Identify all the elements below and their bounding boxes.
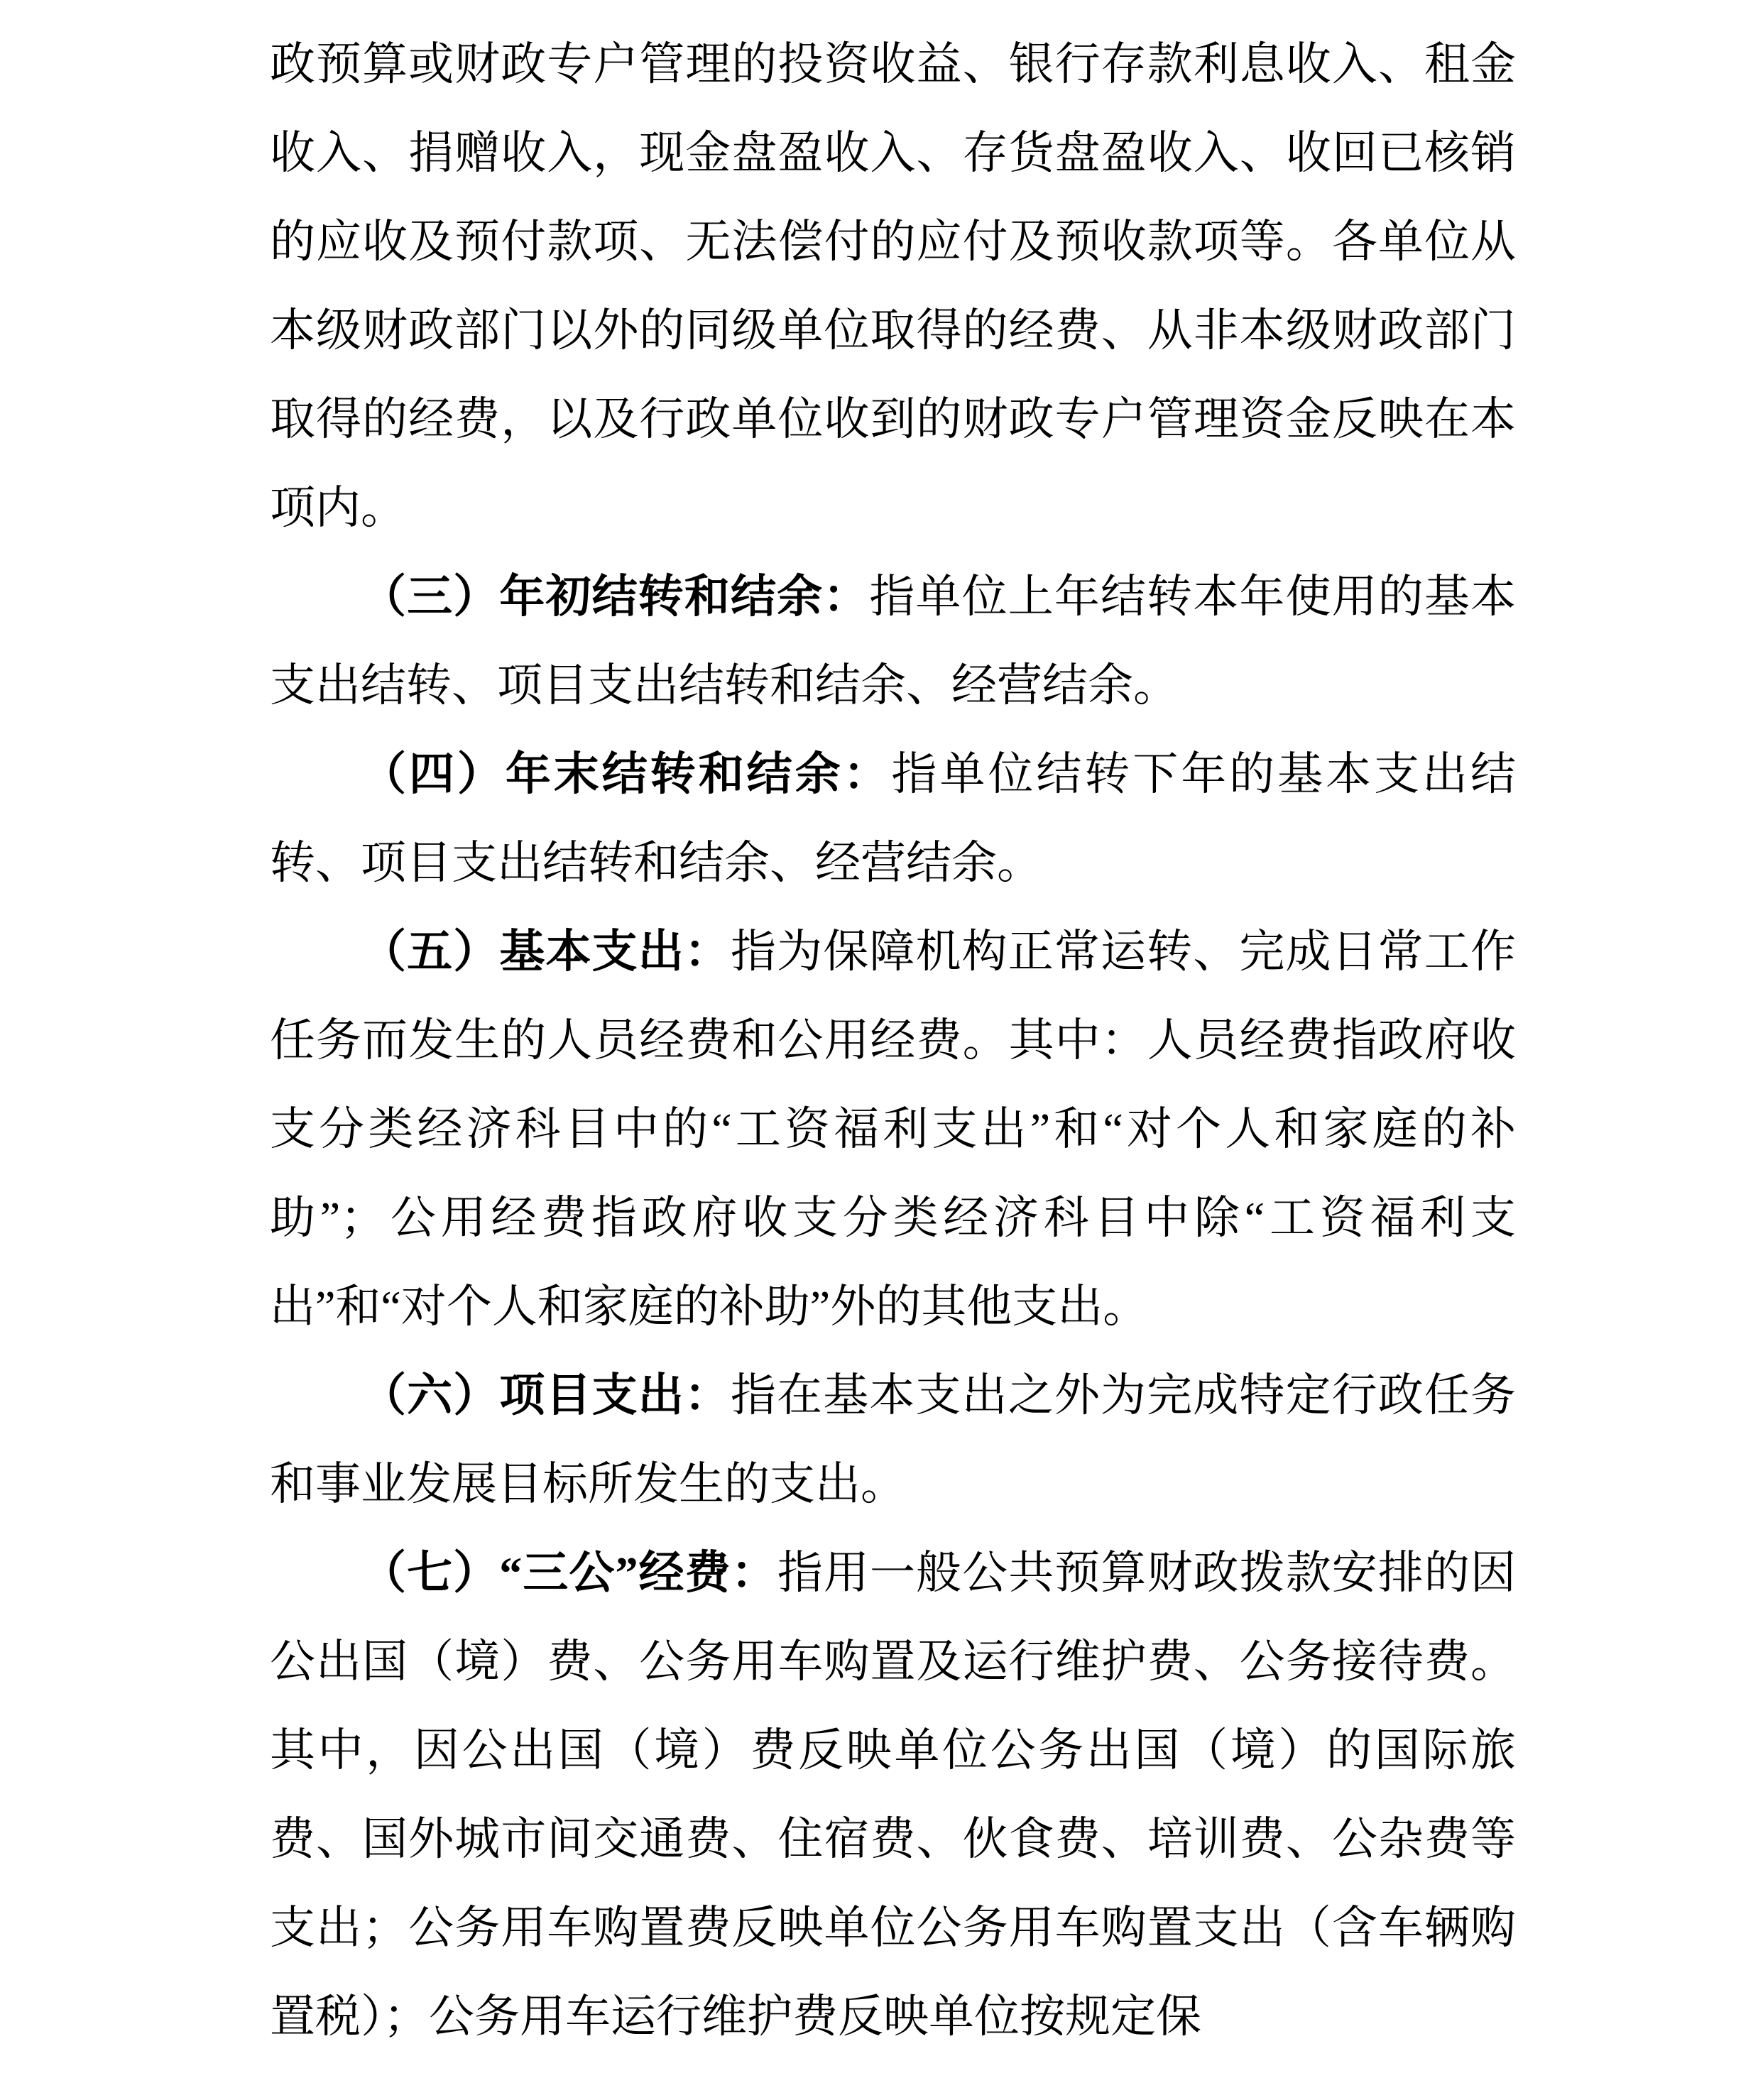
section-heading: （三）年初结转和结余： (361, 572, 870, 622)
paragraph-text: 指为保障机构正常运转、完成日常工作任务而发生的人员经费和公用经费。其中：人员经费指政府收支分类经济科目中的“工资福利支出”和“对个人和家庭的补助”；公用经费指政府收支分类经济科目中除“工资福利支出”和“对个人和家庭的补助”外的其他支出。 (270, 926, 1516, 1332)
paragraph-text: 指单位结转下年的基本支出结转、项目支出结转和结余、经营结余。 (270, 749, 1517, 888)
section-heading: （六）项目支出： (361, 1370, 731, 1421)
document-body (270, 20, 1516, 2061)
paragraph (270, 20, 1516, 552)
section-heading: （七）“三公”经费： (361, 1548, 777, 1598)
paragraph-text: 指在基本支出之外为完成特定行政任务和事业发展目标所发生的支出。 (270, 1370, 1516, 1509)
paragraph (270, 1528, 1516, 2061)
paragraph-text: 指单位上年结转本年使用的基本支出结转、项目支出结转和结余、经营结余。 (270, 572, 1516, 711)
paragraph (270, 1351, 1516, 1528)
paragraph (270, 730, 1516, 907)
paragraph-text: 指用一般公共预算财政拨款安排的因公出国（境）费、公务用车购置及运行维护费、公务接待费。其中，因公出国（境）费反映单位公务出国（境）的国际旅费、国外城市间交通费、住宿费、伙食费、培训费、公杂费等支出；公务用车购置费反映单位公务用车购置支出（含车辆购置税）；公务用车运行维护费反映单位按规定保 (270, 1548, 1517, 2042)
paragraph (270, 552, 1516, 730)
paragraph (270, 907, 1516, 1351)
section-heading: （四）年末结转和结余： (361, 749, 892, 799)
section-heading: （五）基本支出： (361, 926, 731, 977)
paragraph-text: 政预算或财政专户管理的投资收益、银行存款利息收入、租金收入、捐赠收入，现金盘盈收入、存货盘盈收入、收回已核销的应收及预付款项、无法偿付的应付及预收款项等。各单位从本级财政部门以外的同级单位取得的经费、从非本级财政部门取得的经费，以及行政单位收到的财政专户管理资金反映在本项内。 (270, 39, 1516, 533)
